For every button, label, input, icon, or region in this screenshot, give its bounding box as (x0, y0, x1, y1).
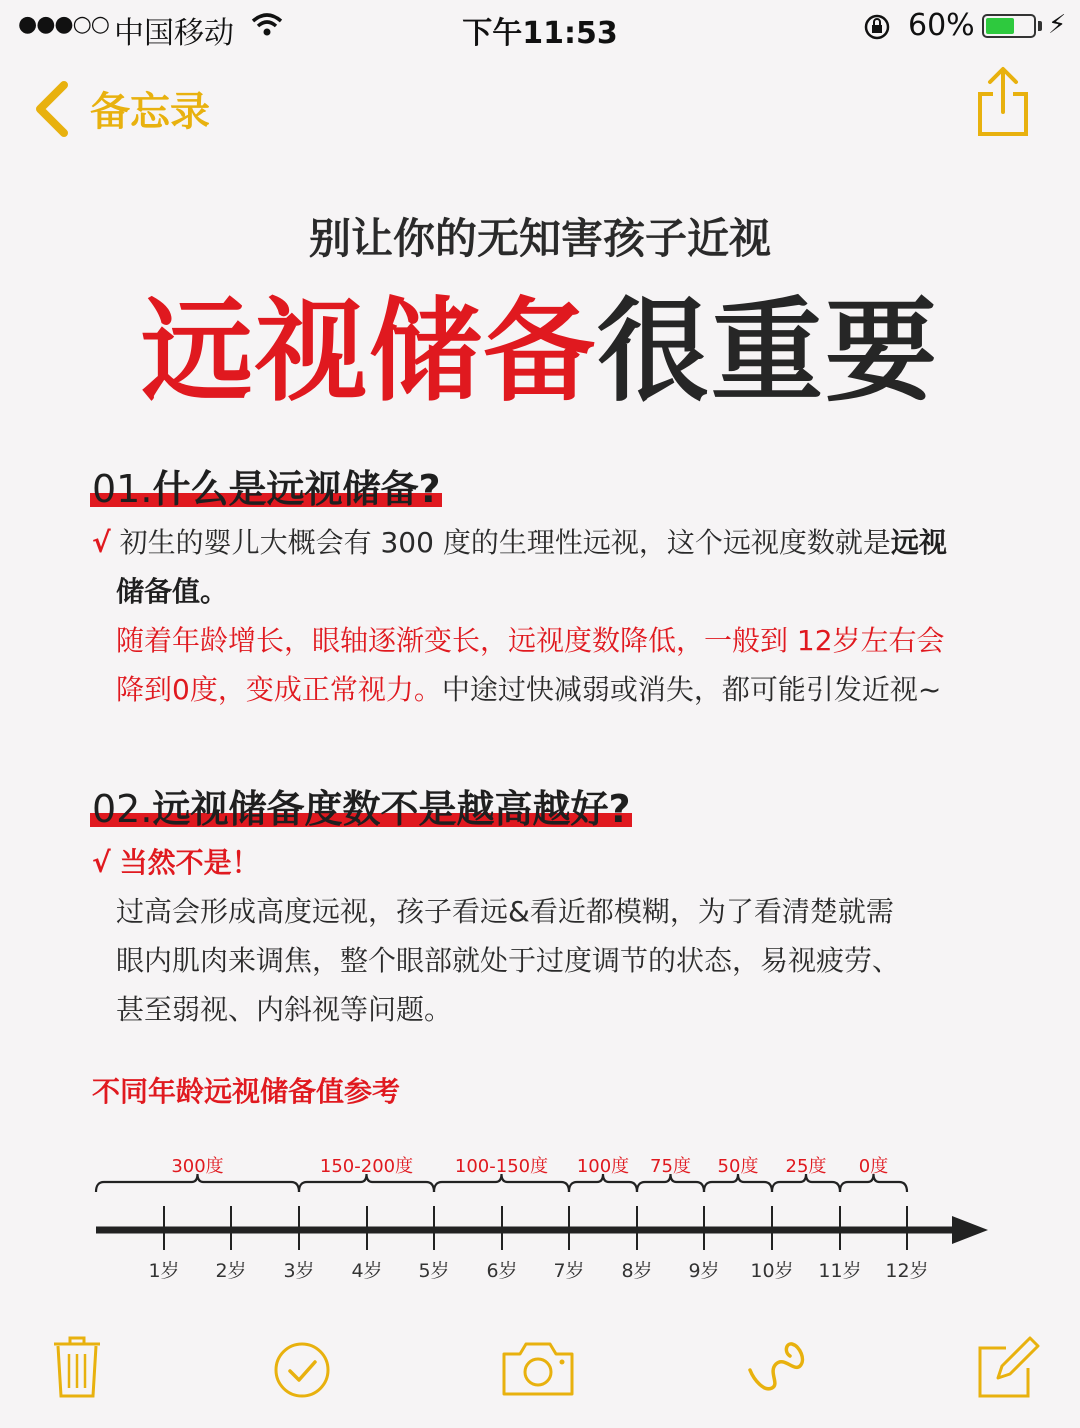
age-label: 6岁 (486, 1260, 518, 1282)
age-label: 5岁 (418, 1260, 450, 1282)
age-timeline (0, 1170, 1080, 1260)
section1-line3: 随着年龄增长，眼轴逐渐变长，远视度数降低，一般到 12岁左右会 (116, 624, 945, 657)
section2-line2: 眼内肌肉来调焦，整个眼部就处于过度调节的状态，易视疲劳、 (116, 944, 901, 977)
range-brace (704, 1174, 772, 1192)
trash-icon (52, 1334, 102, 1400)
share-button[interactable] (976, 66, 1030, 142)
check-mark: √ (92, 526, 111, 559)
range-label: 100度 (576, 1156, 630, 1177)
age-label: 3岁 (283, 1260, 315, 1282)
back-button[interactable] (34, 80, 210, 137)
checklist-icon (272, 1340, 332, 1400)
section1-title: 什么是远视储备? (152, 467, 441, 511)
range-brace (772, 1174, 840, 1192)
section1-line4-rest: 中途过快减弱或消失，都可能引发近视~ (441, 673, 942, 706)
status-bar (0, 0, 1080, 56)
range-label: 100-150度 (454, 1156, 549, 1177)
section2-line3: 甚至弱视、内斜视等问题。 (116, 993, 453, 1026)
age-label: 1岁 (148, 1260, 180, 1282)
headline-red: 远视储备 (141, 287, 597, 417)
range-brace (96, 1174, 299, 1192)
status-time: 下午11:53 (462, 16, 618, 51)
range-label: 300度 (171, 1156, 224, 1177)
range-label: 0度 (858, 1156, 889, 1177)
section1-line2: 储备值。 (116, 575, 229, 608)
age-label: 12岁 (885, 1260, 929, 1282)
sketch-icon (744, 1336, 810, 1400)
range-label: 25度 (785, 1156, 827, 1177)
range-brace (434, 1174, 569, 1192)
note-headline (0, 262, 1080, 423)
age-label: 11岁 (818, 1260, 862, 1282)
battery-tip (1038, 21, 1042, 31)
range-brace (569, 1174, 637, 1192)
battery-percent: 60% (908, 8, 975, 43)
checklist-button[interactable] (272, 1340, 332, 1404)
range-label: 150-200度 (319, 1156, 414, 1177)
battery-level (986, 18, 1014, 34)
age-label: 2岁 (215, 1260, 247, 1282)
section1-number: 01. (92, 467, 153, 511)
section2-answer: 当然不是！ (119, 846, 260, 879)
age-label: 8岁 (621, 1260, 653, 1282)
range-brace (637, 1174, 704, 1192)
battery-icon (982, 14, 1036, 38)
section1-body (92, 518, 1012, 714)
headline-black: 很重要 (597, 287, 939, 417)
compose-icon (976, 1334, 1040, 1400)
reference-title: 不同年龄远视储备值参考 (92, 1075, 401, 1108)
age-label: 4岁 (351, 1260, 383, 1282)
camera-icon (500, 1340, 576, 1398)
signal-strength: ●●●○○ (18, 12, 109, 37)
back-label: 备忘录 (90, 89, 210, 135)
check-mark: √ (92, 846, 111, 879)
note-subtitle: 别让你的无知害孩子近视 (308, 214, 771, 263)
section2-title: 远视储备度数不是越高越好? (152, 787, 631, 831)
timeline-arrow-icon (952, 1216, 988, 1244)
trash-button[interactable] (52, 1334, 102, 1404)
range-label: 50度 (717, 1156, 759, 1177)
section2-number: 02. (92, 787, 153, 831)
camera-button[interactable] (500, 1340, 576, 1402)
carrier-name: 中国移动 (114, 16, 234, 51)
section2-body (92, 838, 1012, 1034)
share-icon (976, 66, 1030, 138)
age-label: 7岁 (553, 1260, 585, 1282)
section1-line1-bold: 远视 (890, 526, 947, 559)
section1-heading (92, 458, 440, 513)
charging-icon: ⚡ (1048, 10, 1067, 40)
age-label: 10岁 (750, 1260, 794, 1282)
compose-button[interactable] (976, 1334, 1040, 1404)
chevron-left-icon (34, 81, 70, 137)
section2-heading (92, 778, 630, 833)
age-label: 9岁 (688, 1260, 720, 1282)
section1-line4-red: 降到0度，变成正常视力。 (116, 673, 442, 706)
range-brace (840, 1174, 907, 1192)
section1-line1: 初生的婴儿大概会有 300 度的生理性远视，这个远视度数就是 (119, 526, 891, 559)
range-brace (299, 1174, 434, 1192)
sketch-button[interactable] (744, 1336, 810, 1404)
section2-line1: 过高会形成高度远视，孩子看远&看近都模糊，为了看清楚就需 (116, 895, 894, 928)
range-label: 75度 (650, 1156, 691, 1177)
rotation-lock-icon (862, 12, 892, 50)
